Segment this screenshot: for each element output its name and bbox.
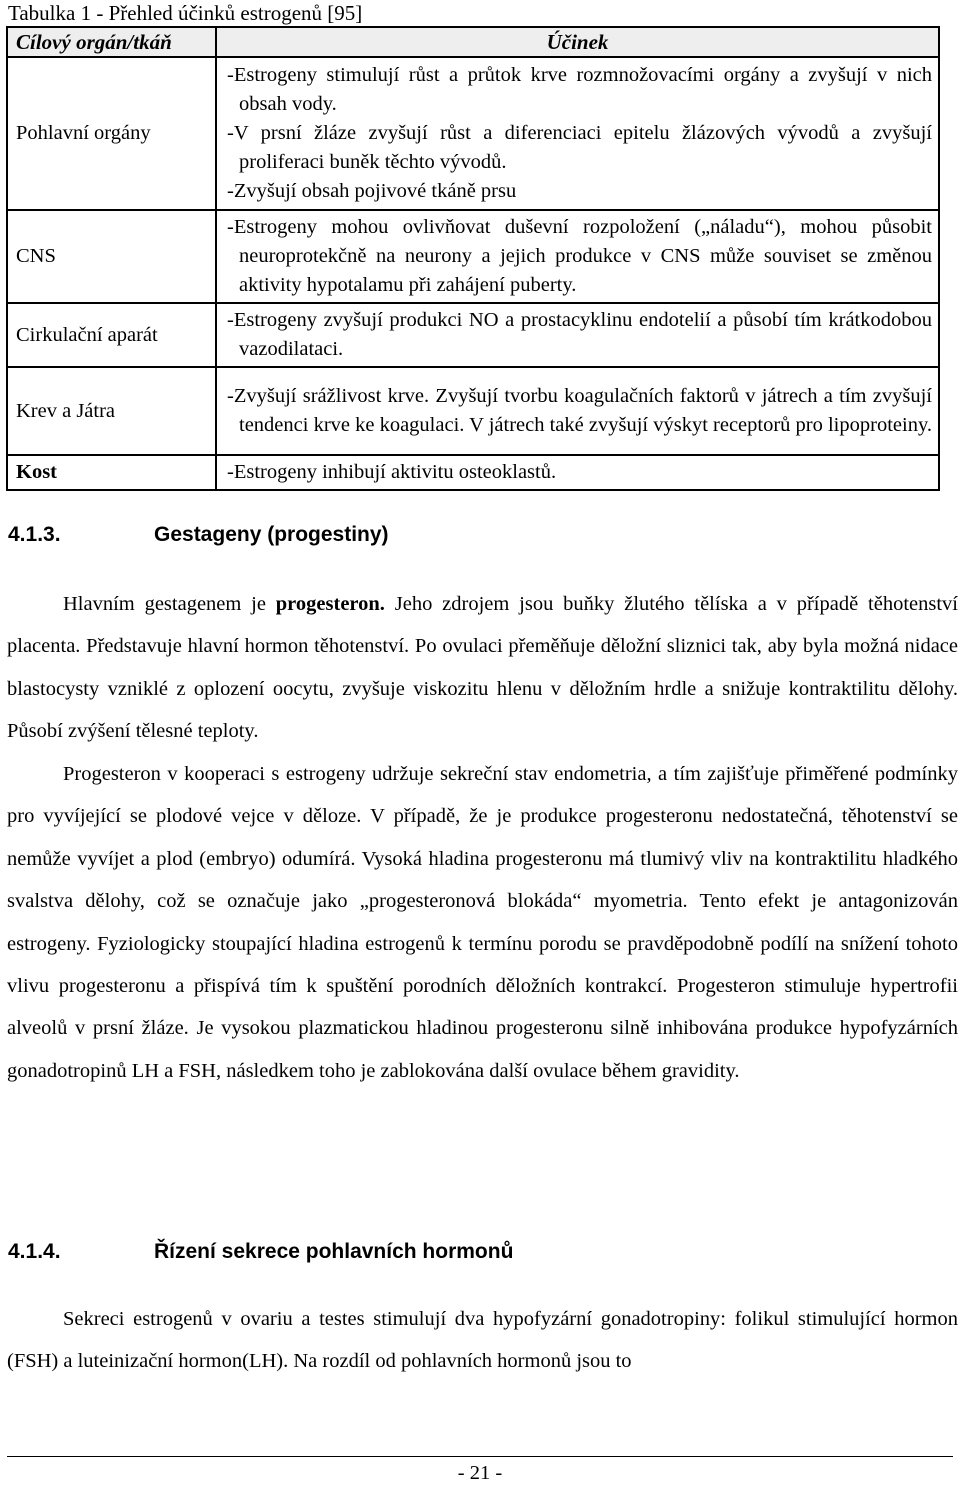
table-header-row xyxy=(7,27,939,57)
section-number: 4.1.3. xyxy=(8,523,61,546)
effect-line: -Zvyšují obsah pojivové tkáně prsu xyxy=(227,180,517,202)
header-organ: Cílový orgán/tkáň xyxy=(7,27,216,57)
table-row xyxy=(7,367,939,455)
page-number: - 21 - xyxy=(457,1462,503,1484)
table-caption: Tabulka 1 - Přehled účinků estrogenů [95] xyxy=(8,1,363,25)
bold-term: progesteron. xyxy=(275,593,385,615)
organ-cell: Pohlavní orgány xyxy=(7,57,216,210)
section-heading xyxy=(8,1240,513,1264)
paragraph: Progesteron v kooperaci s estrogeny udržuje sekreční stav endometria, a tím zajišťuje přiměřené podmínky pro vyvíjející se plodové vejce v děloze. V případě, že je produkce progesteronu nedostatečná, těhotenství se nemůže vyvíjet a plod (embryo) odumírá. Vysoká hladina progesteronu má tlumivý vliv na kontraktilitu hladkého svalstva dělohy, což se označuje jako „progesteronová blokáda“ myometria. Tento efekt je antagonizován estrogeny. Fyziologicky stoupající hladina estrogenů k termínu porodu se pravděpodobně podílí na snížení tohoto vlivu progesteronu a přispívá tím k spuštění porodních děložních kontrakcí. Progesteron stimuluje hypertrofii alveolů v prsní žláze. Je vysokou plazmatickou hladinou progesteronu silně inhibována produkce hypofyzárních gonadotropinů LH a FSH, následkem toho je zablokována další ovulace během gravidity. xyxy=(7,763,958,1082)
effect-cell xyxy=(216,367,939,455)
effect-line: -Estrogeny mohou ovlivňovat duševní rozpoložení („náladu“), mohou působit neuroprotekčně na neurony a jejich produkce v CNS může souviset se změnou aktivity hypotalamu při zahájení puberty. xyxy=(227,216,932,296)
table-row xyxy=(7,210,939,303)
effect-cell xyxy=(216,57,939,210)
paragraph-text: Hlavním gestagenem je xyxy=(63,593,276,615)
effect-line: -Estrogeny inhibují aktivitu osteoklastů. xyxy=(227,461,557,483)
paragraph-text: Jeho zdrojem jsou buňky žlutého tělíska a v případě těhotenství placenta. Představuje hlavní hormon těhotenství. Po ovulaci přeměňuje děložní sliznici tak, aby byla možná nidace blastocysty vzniklé z oplození oocytu, zvyšuje viskozitu hlenu v děložním hrdle a snižuje kontraktilitu dělohy. Působí zvýšení tělesné teploty. xyxy=(7,593,958,743)
organ-cell: Kost xyxy=(7,455,216,490)
table-row xyxy=(7,303,939,367)
table-row xyxy=(7,57,939,210)
section-title: Gestageny (progestiny) xyxy=(154,523,389,546)
effect-line: -Estrogeny zvyšují produkci NO a prostacyklinu endotelií a působí tím krátkodobou vazodilataci. xyxy=(227,309,932,360)
footer-divider xyxy=(7,1456,953,1457)
effect-line: -Zvyšují srážlivost krve. Zvyšují tvorbu koagulačních faktorů v játrech a tím zvyšují tendenci krve ke koagulaci. V játrech také zvyšují výskyt receptorů pro lipoproteiny. xyxy=(227,385,932,436)
organ-cell: Cirkulační aparát xyxy=(7,303,216,367)
table-row xyxy=(7,455,939,490)
paragraph xyxy=(7,583,958,753)
estrogen-effects-table xyxy=(6,26,940,491)
organ-cell: Krev a Játra xyxy=(7,367,216,455)
paragraph: Sekreci estrogenů v ovariu a testes stimulují dva hypofyzární gonadotropiny: folikul stimulující hormon (FSH) a luteinizační hormon(LH). Na rozdíl od pohlavních hormonů jsou to xyxy=(7,1308,958,1373)
effect-line: -Estrogeny stimulují růst a průtok krve rozmnožovacími orgány a zvyšují v nich obsah vody. xyxy=(227,64,932,115)
effect-cell xyxy=(216,455,939,490)
header-effect: Účinek xyxy=(216,27,939,57)
section-number: 4.1.4. xyxy=(8,1240,61,1263)
effect-line: -V prsní žláze zvyšují růst a diferenciaci epitelu žlázových vývodů a zvyšují proliferaci buněk těchto vývodů. xyxy=(227,122,932,173)
effect-cell xyxy=(216,210,939,303)
section-title: Řízení sekrece pohlavních hormonů xyxy=(154,1240,514,1263)
organ-cell: CNS xyxy=(7,210,216,303)
section-heading xyxy=(8,523,389,547)
effect-cell xyxy=(216,303,939,367)
